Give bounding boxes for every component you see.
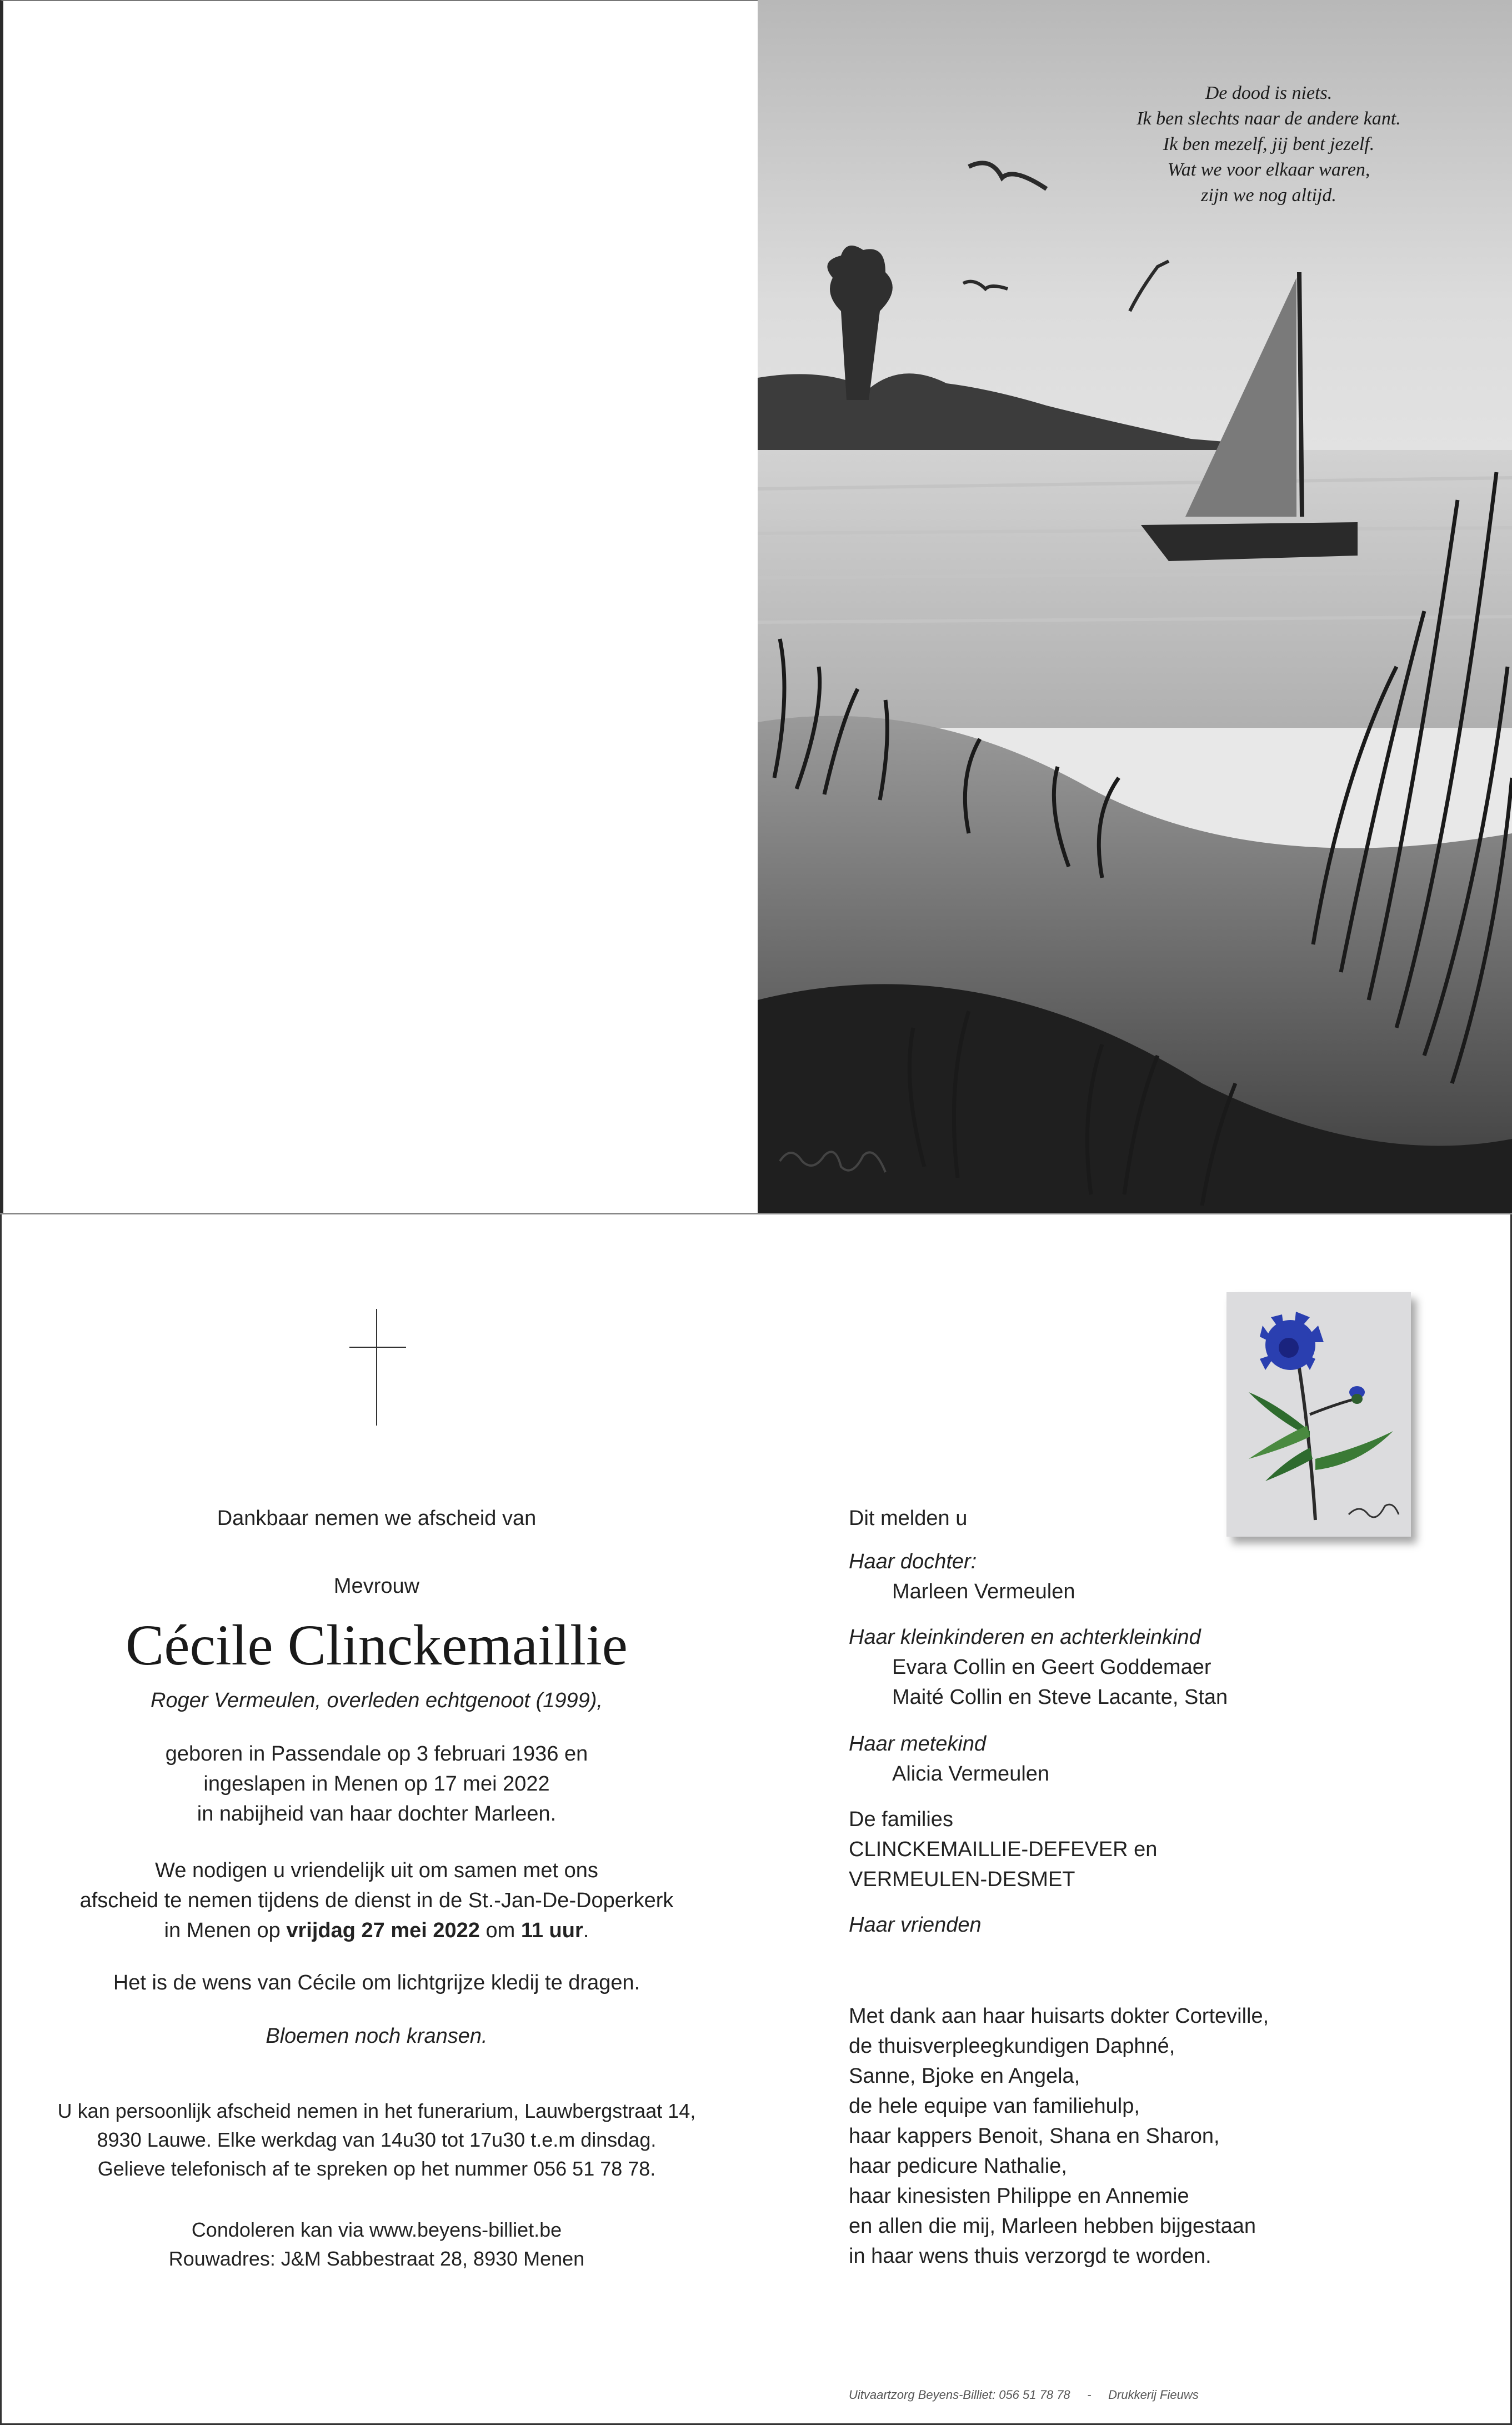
- undertaker-credit: Uitvaartzorg Beyens-Billiet: 056 51 78 78: [849, 2388, 1070, 2402]
- flowers-note: Bloemen noch kransen.: [266, 2024, 488, 2048]
- invite-pre: in Menen op: [164, 1919, 287, 1942]
- poem-line: De dood is niets.: [1205, 83, 1333, 103]
- footer-credits: [849, 2388, 1349, 2402]
- death-line: ingeslapen in Menen op 17 mei 2022: [203, 1772, 550, 1796]
- cross-icon: [376, 1309, 377, 1426]
- honorific: Mevrouw: [333, 1574, 420, 1598]
- grandchild-name: Maité Collin en Steve Lacante, Stan: [892, 1686, 1228, 1709]
- godchild-section: [849, 1729, 1349, 1789]
- deceased-name: Cécile Clinckemaillie: [126, 1613, 628, 1677]
- mourning-address: Rouwadres: J&M Sabbestraat 28, 8930 Menen: [168, 2247, 585, 2270]
- daughter-name: Marleen Vermeulen: [892, 1580, 1075, 1603]
- condolence-link[interactable]: Condoleren kan via www.beyens-billiet.be: [191, 2218, 562, 2241]
- cross-icon-bar: [349, 1347, 406, 1348]
- visitation-line: Gelieve telefonisch af te spreken op het nummer 056 51 78 78.: [97, 2157, 656, 2180]
- visitation-block: [0, 2097, 753, 2183]
- thanks-line: de thuisverpleegkundigen Daphné,: [849, 2034, 1175, 2058]
- poem-line: Ik ben slechts naar de andere kant.: [1136, 108, 1401, 129]
- card-front-blank-panel: [0, 0, 758, 1213]
- grandchildren-label: Haar kleinkinderen en achterkleinkind: [849, 1626, 1201, 1649]
- condolence-block: [0, 2216, 753, 2273]
- invite-line: We nodigen u vriendelijk uit om samen met ons: [155, 1859, 598, 1882]
- announce-intro: Dit melden u: [849, 1507, 968, 1530]
- thanks-line: de hele equipe van familiehulp,: [849, 2094, 1140, 2118]
- dress-wish: Het is de wens van Cécile om lichtgrijze kledij te dragen.: [113, 1971, 640, 1994]
- visitation-line: 8930 Lauwe. Elke werkdag van 14u30 tot 17u30 t.e.m dinsdag.: [97, 2128, 657, 2151]
- thanks-line: en allen die mij, Marleen hebben bijgestaan: [849, 2214, 1256, 2238]
- thanks-line: Sanne, Bjoke en Angela,: [849, 2064, 1080, 2088]
- printer-credit: Drukkerij Fieuws: [1108, 2388, 1199, 2402]
- poem-line: Wat we voor elkaar waren,: [1167, 159, 1370, 180]
- thanks-line: haar pedicure Nathalie,: [849, 2154, 1067, 2178]
- daughter-section: [849, 1547, 1349, 1607]
- thanks-line: in haar wens thuis verzorgd te worden.: [849, 2244, 1211, 2268]
- families-line: CLINCKEMAILLIE-DEFEVER en: [849, 1838, 1158, 1861]
- godchild-name: Alicia Vermeulen: [892, 1762, 1050, 1786]
- footer-separator: -: [1087, 2388, 1092, 2402]
- thanks-line: Met dank aan haar huisarts dokter Corteville,: [849, 2004, 1269, 2028]
- families-line: De families: [849, 1808, 953, 1831]
- service-time: 11 uur: [520, 1919, 583, 1942]
- birth-death-block: [0, 1739, 753, 1829]
- daughter-label: Haar dochter:: [849, 1550, 977, 1573]
- godchild-label: Haar metekind: [849, 1732, 987, 1756]
- poem-line: zijn we nog altijd.: [1201, 185, 1336, 206]
- grandchildren-section: [849, 1622, 1349, 1712]
- service-date: vrijdag 27 mei 2022: [286, 1919, 480, 1942]
- spouse-line: Roger Vermeulen, overleden echtgenoot (1999),: [151, 1689, 603, 1712]
- invitation-block: [0, 1856, 753, 1946]
- invite-mid: om: [479, 1919, 521, 1942]
- invite-end: .: [583, 1919, 589, 1942]
- poem-line: Ik ben mezelf, jij bent jezelf.: [1163, 134, 1375, 154]
- invite-date-line: [0, 1916, 753, 1946]
- visitation-line: U kan persoonlijk afscheid nemen in het funerarium, Lauwbergstraat 14,: [57, 2099, 696, 2122]
- intro-text: Dankbaar nemen we afscheid van: [217, 1507, 537, 1530]
- invite-line: afscheid te nemen tijdens de dienst in de St.-Jan-De-Doperkerk: [79, 1889, 674, 1912]
- thanks-line: haar kappers Benoit, Shana en Sharon,: [849, 2124, 1220, 2148]
- grandchild-name: Evara Collin en Geert Goddemaer: [892, 1656, 1211, 1679]
- cornflower-painting-icon: [1226, 1292, 1411, 1537]
- friends-label: Haar vrienden: [849, 1913, 982, 1937]
- cornflower-painting: [1226, 1292, 1411, 1537]
- nearby-line: in nabijheid van haar dochter Marleen.: [197, 1802, 557, 1826]
- families-section: [849, 1804, 1349, 1894]
- thanks-block: [849, 2001, 1349, 2271]
- thanks-line: haar kinesisten Philippe en Annemie: [849, 2184, 1189, 2208]
- families-line: VERMEULEN-DESMET: [849, 1868, 1075, 1891]
- birth-line: geboren in Passendale op 3 februari 1936 en: [165, 1742, 588, 1766]
